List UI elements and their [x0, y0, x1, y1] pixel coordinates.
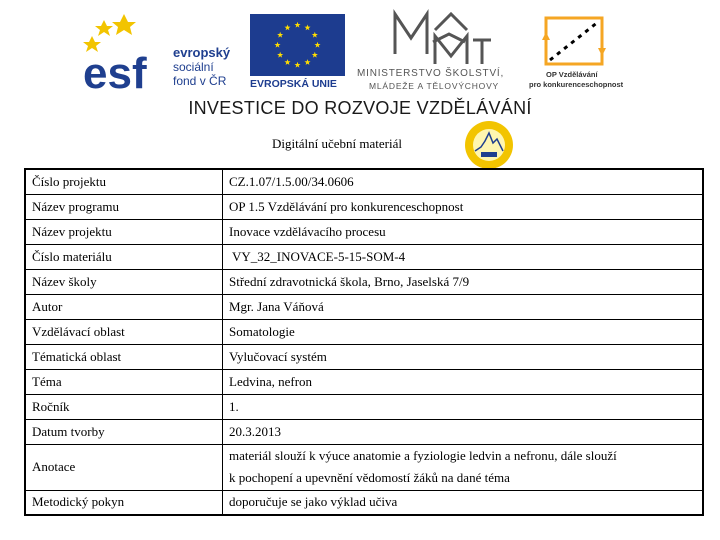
row-value: Ledvina, nefron	[223, 369, 704, 394]
row-value: Střední zdravotnická škola, Brno, Jaselská 7/9	[223, 269, 704, 294]
table-row	[25, 419, 703, 444]
school-seal-icon	[463, 119, 515, 171]
row-value: doporučuje se jako výklad učiva	[223, 490, 704, 515]
op-logo	[522, 12, 627, 94]
msmt-line-2: MLÁDEŽE A TĚLOVÝCHOVY	[369, 81, 500, 91]
table-row	[25, 219, 703, 244]
row-label: Číslo materiálu	[25, 244, 223, 269]
row-label: Datum tvorby	[25, 419, 223, 444]
row-value: 1.	[223, 394, 704, 419]
row-value: Vylučovací systém	[223, 344, 704, 369]
row-label: Anotace	[25, 444, 223, 490]
table-row	[25, 444, 703, 490]
op-logo-icon	[522, 12, 627, 70]
esf-line-1: evropský	[173, 45, 231, 60]
row-label: Autor	[25, 294, 223, 319]
row-value: Somatologie	[223, 319, 704, 344]
eu-logo	[250, 14, 345, 94]
svg-text:esf: esf	[83, 49, 147, 94]
esf-logo	[80, 14, 250, 94]
row-label: Metodický pokyn	[25, 490, 223, 515]
row-label: Vzdělávací oblast	[25, 319, 223, 344]
row-label: Ročník	[25, 394, 223, 419]
op-line-1: OP Vzdělávání	[546, 70, 598, 79]
row-label: Číslo projektu	[25, 169, 223, 194]
msmt-monogram-icon	[355, 6, 520, 66]
row-value-line: materiál slouží k výuce anatomie a fyziologie ledvin a nefronu, dále slouží	[229, 448, 617, 463]
logo-band	[0, 0, 720, 130]
row-value: CZ.1.07/1.5.00/34.0606	[223, 169, 704, 194]
table-row	[25, 169, 703, 194]
table-row	[25, 369, 703, 394]
row-value: VY_32_INOVACE-5-15-SOM-4	[223, 244, 704, 269]
eu-caption: EVROPSKÁ UNIE	[250, 78, 337, 90]
slogan: INVESTICE DO ROZVOJE VZDĚLÁVÁNÍ	[188, 98, 532, 118]
table-row	[25, 244, 703, 269]
row-value	[223, 444, 704, 490]
row-value: 20.3.2013	[223, 419, 704, 444]
row-label: Téma	[25, 369, 223, 394]
table-row	[25, 490, 703, 515]
table-row	[25, 319, 703, 344]
row-value: Inovace vzdělávacího procesu	[223, 219, 704, 244]
document-subtitle: Digitální učební materiál	[272, 136, 402, 151]
table-row	[25, 344, 703, 369]
row-label: Tématická oblast	[25, 344, 223, 369]
row-label: Název projektu	[25, 219, 223, 244]
eu-flag-icon	[250, 14, 345, 76]
op-line-2: pro konkurenceschopnost	[529, 80, 624, 89]
row-value-line: k pochopení a upevnění vědomostí žáků na dané téma	[229, 470, 510, 485]
table-row	[25, 294, 703, 319]
row-value: Mgr. Jana Váňová	[223, 294, 704, 319]
table-row	[25, 194, 703, 219]
esf-line-2: sociální	[173, 60, 214, 74]
row-label: Název školy	[25, 269, 223, 294]
row-value: OP 1.5 Vzdělávání pro konkurenceschopnost	[223, 194, 704, 219]
msmt-logo	[355, 6, 520, 98]
msmt-line-1: MINISTERSTVO ŠKOLSTVÍ,	[357, 68, 505, 79]
esf-line-3: fond v ČR	[173, 74, 227, 88]
row-label: Název programu	[25, 194, 223, 219]
table-row	[25, 394, 703, 419]
table-row	[25, 269, 703, 294]
project-info-table	[24, 168, 704, 516]
